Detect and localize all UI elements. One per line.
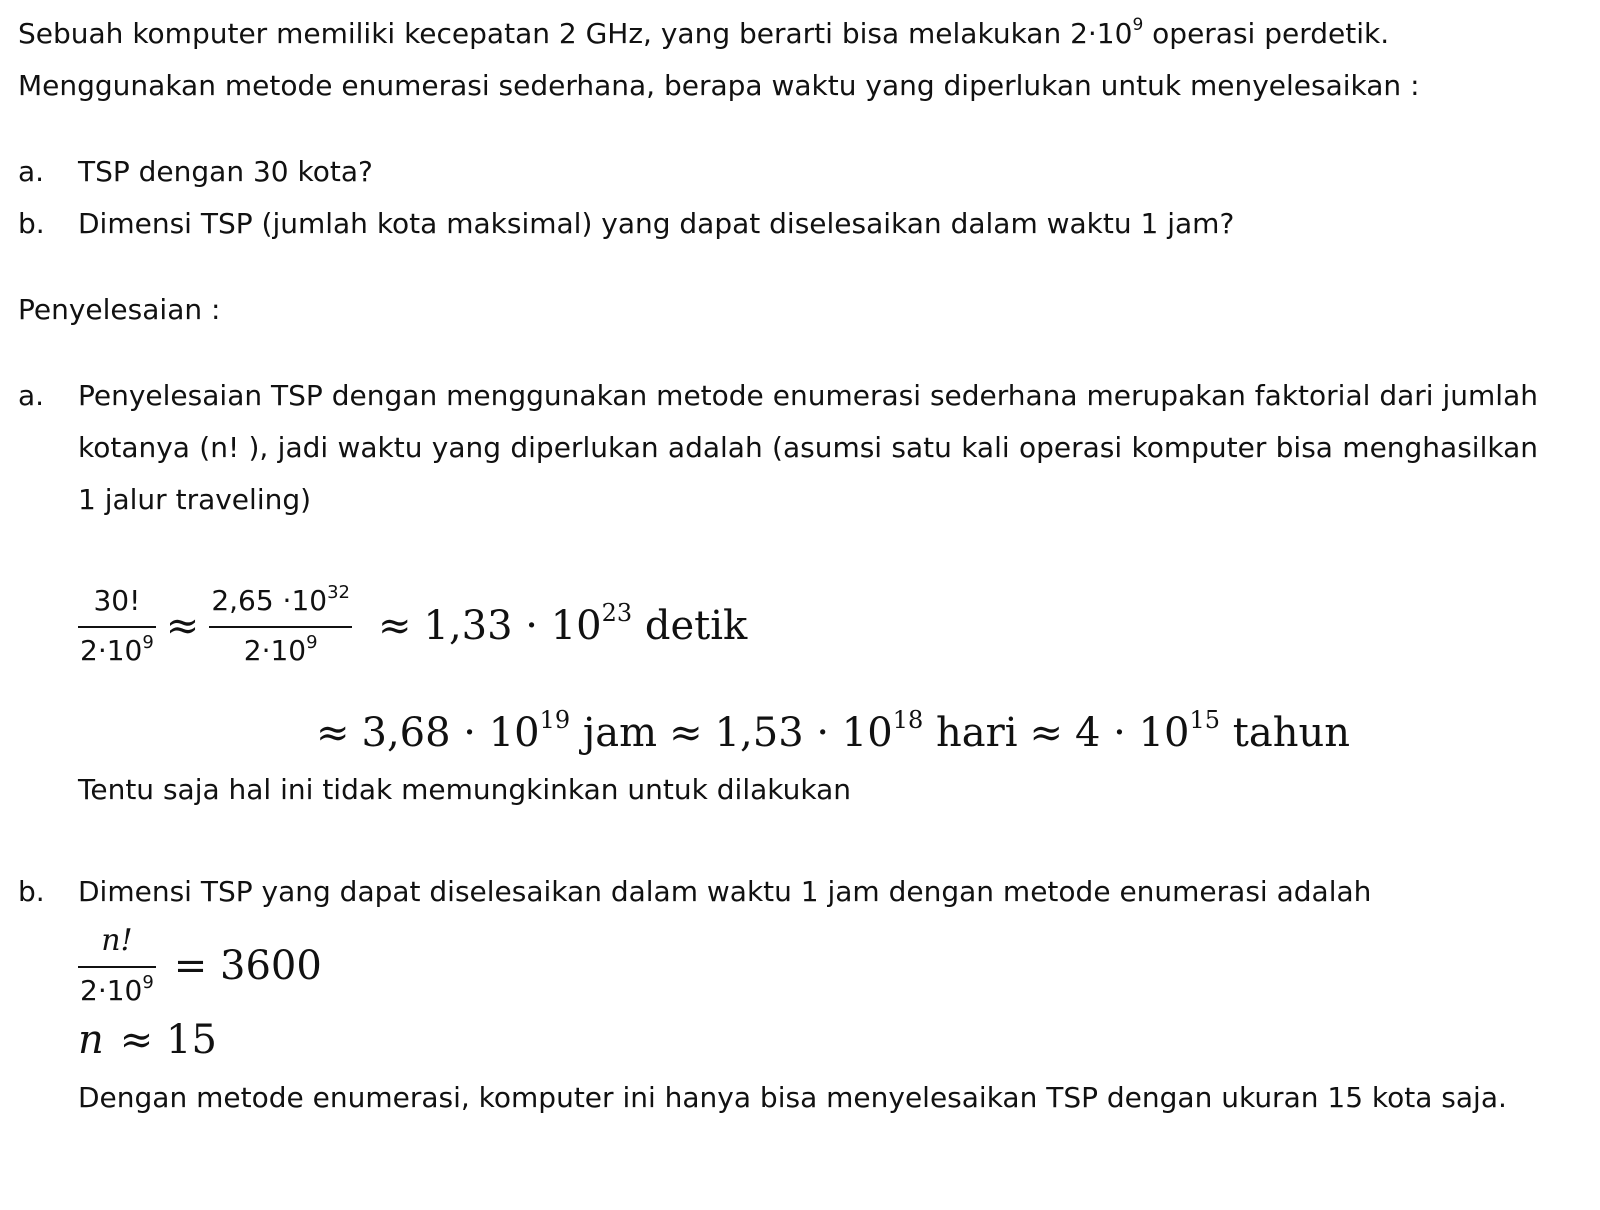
approx-symbol: ≈ xyxy=(378,603,412,649)
fraction-numerator: 30! xyxy=(93,584,141,617)
approx-symbol: ≈ xyxy=(1029,710,1064,756)
hours-unit: jam xyxy=(570,710,658,756)
days-exponent: 18 xyxy=(892,706,924,734)
solution-b-text: Dimensi TSP yang dapat diselesaikan dalam waktu 1 jam dengan metode enumerasi adalah xyxy=(78,875,1372,908)
numerator-exponent: 32 xyxy=(327,582,350,603)
denominator-base: 2·10 xyxy=(80,634,143,667)
equation-b-1 xyxy=(72,924,322,1008)
question-b-text: Dimensi TSP (jumlah kota maksimal) yang dapat diselesaikan dalam waktu 1 jam? xyxy=(78,207,1235,240)
value-hours xyxy=(361,706,658,756)
numerator-base: 2,65 ·10 xyxy=(211,584,328,617)
question-b-marker: b. xyxy=(18,207,45,240)
intro-line-1-end: operasi perdetik. xyxy=(1143,17,1390,50)
equation-b-2-rhs: ≈ 15 xyxy=(119,1017,217,1063)
result-exponent: 23 xyxy=(601,599,633,627)
solution-b-conclusion: Dengan metode enumerasi, komputer ini hanya bisa menyelesaikan TSP dengan ukuran 15 kota saja. xyxy=(78,1081,1507,1114)
approx-symbol: ≈ xyxy=(165,603,200,649)
variable-n: n xyxy=(78,1017,104,1063)
days-base: 1,53 · 10 xyxy=(714,710,893,756)
solution-a-conclusion: Tentu saja hal ini tidak memungkinkan untuk dilakukan xyxy=(78,773,851,806)
equation-b-2 xyxy=(78,1014,217,1066)
fraction-30-factorial xyxy=(78,584,156,668)
denominator-exponent: 9 xyxy=(306,632,318,653)
equation-a-1 xyxy=(72,584,747,668)
hours-base: 3,68 · 10 xyxy=(361,710,540,756)
fraction-denominator xyxy=(78,634,156,668)
fraction-denominator xyxy=(78,974,156,1008)
approx-symbol: ≈ xyxy=(316,710,350,756)
denominator-exponent: 9 xyxy=(142,632,154,653)
approx-symbol: ≈ xyxy=(669,710,703,756)
years-base: 4 · 10 xyxy=(1075,710,1190,756)
intro-line-1 xyxy=(18,8,1538,60)
denominator-base: 2·10 xyxy=(243,634,307,667)
years-unit: tahun xyxy=(1220,710,1350,756)
question-a-text: TSP dengan 30 kota? xyxy=(78,155,373,188)
years-exponent: 15 xyxy=(1189,706,1221,734)
equation-b-1-rhs: = 3600 xyxy=(173,943,322,989)
fraction-numerator: n! xyxy=(101,923,133,958)
fraction-denominator xyxy=(242,634,320,668)
value-years xyxy=(1075,706,1350,756)
solution-b-marker: b. xyxy=(18,875,45,908)
result-base: 1,33 · 10 xyxy=(423,603,602,649)
value-days xyxy=(714,706,1018,756)
fraction-n-factorial xyxy=(78,924,156,1008)
fraction-scientific xyxy=(209,584,352,668)
intro-line-1-text: Sebuah komputer memiliki kecepatan 2 GHz, yang berarti bisa melakukan 2·10 xyxy=(18,17,1133,50)
result-seconds xyxy=(423,599,748,649)
question-a-marker: a. xyxy=(18,155,45,188)
fraction-numerator xyxy=(209,584,352,618)
solution-heading: Penyelesaian : xyxy=(18,293,221,326)
days-unit: hari xyxy=(923,710,1018,756)
solution-a-marker: a. xyxy=(18,379,45,412)
solution-a-text: Penyelesaian TSP dengan menggunakan metode enumerasi sederhana merupakan faktorial dari jumlah kotanya (n! ), jadi waktu yang diperlukan adalah (asumsi satu kali operasi komputer bisa menghasilkan 1 jalur traveling) xyxy=(78,379,1538,516)
equation-a-2 xyxy=(316,706,1350,756)
denominator-exponent: 9 xyxy=(142,972,154,993)
hours-exponent: 19 xyxy=(539,706,571,734)
intro-line-2: Menggunakan metode enumerasi sederhana, berapa waktu yang diperlukan untuk menyelesaikan : xyxy=(18,69,1420,102)
fraction-bar xyxy=(78,966,156,968)
fraction-bar xyxy=(209,626,352,628)
intro-exponent: 9 xyxy=(1132,15,1144,35)
fraction-bar xyxy=(78,626,156,628)
denominator-base: 2·10 xyxy=(80,974,143,1007)
result-unit: detik xyxy=(632,603,748,649)
